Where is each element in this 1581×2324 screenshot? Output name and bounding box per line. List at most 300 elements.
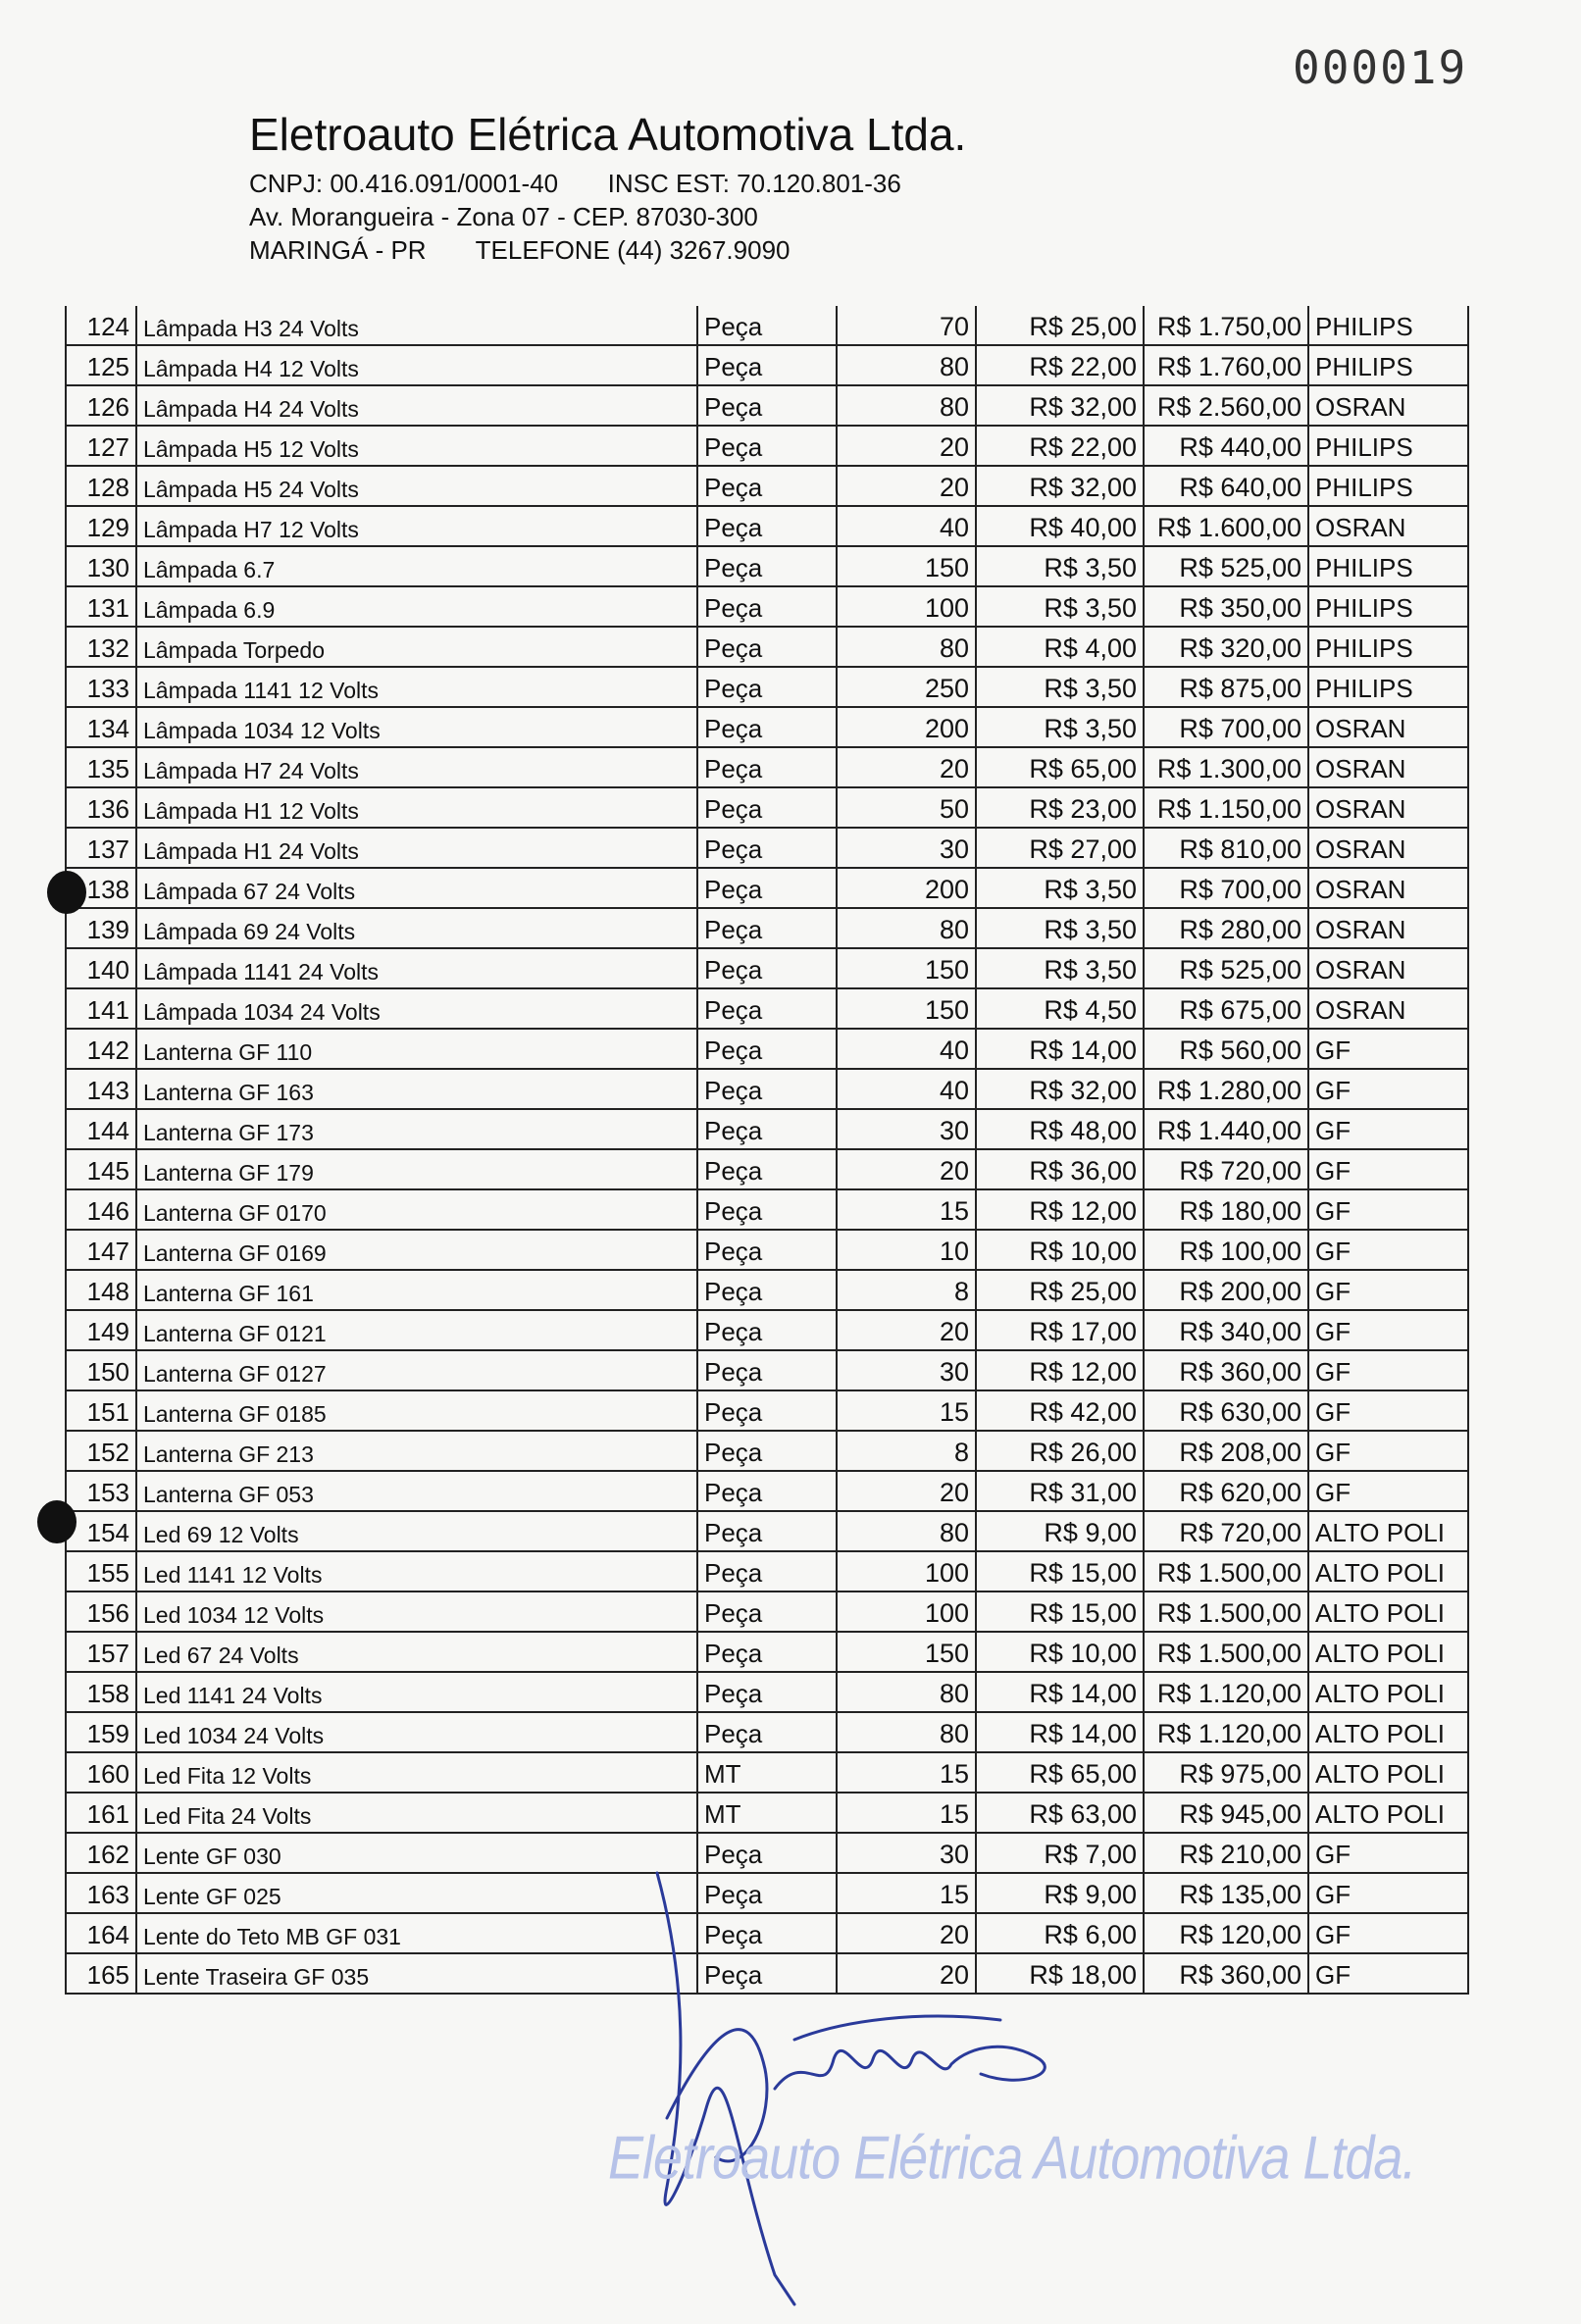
item-brand: PHILIPS (1308, 546, 1468, 586)
item-total: R$ 1.600,00 (1144, 506, 1308, 546)
item-description: Lâmpada H1 12 Volts (136, 787, 697, 828)
item-description: Lâmpada H1 24 Volts (136, 828, 697, 868)
item-number: 148 (66, 1270, 136, 1310)
item-unit-price: R$ 3,50 (976, 667, 1144, 707)
item-description: Lanterna GF 053 (136, 1471, 697, 1511)
item-total: R$ 1.760,00 (1144, 345, 1308, 385)
item-description: Lâmpada 69 24 Volts (136, 908, 697, 948)
item-brand: GF (1308, 1471, 1468, 1511)
table-row (66, 306, 1468, 345)
item-unit-price: R$ 12,00 (976, 1189, 1144, 1230)
item-description: Lâmpada 67 24 Volts (136, 868, 697, 908)
item-brand: ALTO POLI (1308, 1591, 1468, 1632)
item-quantity: 15 (837, 1390, 976, 1431)
table-row (66, 345, 1468, 385)
item-number: 144 (66, 1109, 136, 1149)
item-brand: GF (1308, 1149, 1468, 1189)
item-brand: ALTO POLI (1308, 1551, 1468, 1591)
item-unit: Peça (697, 828, 837, 868)
item-unit-price: R$ 3,50 (976, 908, 1144, 948)
item-unit: Peça (697, 1310, 837, 1350)
items-table-body (66, 306, 1468, 1994)
item-unit-price: R$ 26,00 (976, 1431, 1144, 1471)
item-unit: Peça (697, 1069, 837, 1109)
item-unit: Peça (697, 1431, 837, 1471)
item-unit-price: R$ 22,00 (976, 345, 1144, 385)
item-description: Lanterna GF 173 (136, 1109, 697, 1149)
item-number: 129 (66, 506, 136, 546)
item-quantity: 30 (837, 1833, 976, 1873)
item-description: Lanterna GF 110 (136, 1029, 697, 1069)
item-total: R$ 200,00 (1144, 1270, 1308, 1310)
item-total: R$ 720,00 (1144, 1511, 1308, 1551)
item-brand: PHILIPS (1308, 627, 1468, 667)
item-brand: GF (1308, 1390, 1468, 1431)
item-brand: GF (1308, 1270, 1468, 1310)
item-unit-price: R$ 10,00 (976, 1230, 1144, 1270)
item-unit: Peça (697, 948, 837, 988)
item-brand: GF (1308, 1310, 1468, 1350)
item-description: Lâmpada H5 24 Volts (136, 466, 697, 506)
item-quantity: 20 (837, 1913, 976, 1953)
table-row (66, 385, 1468, 426)
item-total: R$ 280,00 (1144, 908, 1308, 948)
punch-hole (47, 871, 86, 914)
table-row (66, 1310, 1468, 1350)
item-number: 141 (66, 988, 136, 1029)
table-row (66, 1672, 1468, 1712)
item-description: Led 1141 24 Volts (136, 1672, 697, 1712)
item-total: R$ 1.500,00 (1144, 1551, 1308, 1591)
table-row (66, 988, 1468, 1029)
item-unit: Peça (697, 1270, 837, 1310)
item-total: R$ 1.120,00 (1144, 1672, 1308, 1712)
item-unit-price: R$ 3,50 (976, 707, 1144, 747)
item-total: R$ 1.500,00 (1144, 1591, 1308, 1632)
item-total: R$ 700,00 (1144, 868, 1308, 908)
item-quantity: 150 (837, 546, 976, 586)
item-quantity: 80 (837, 1511, 976, 1551)
item-description: Lanterna GF 0127 (136, 1350, 697, 1390)
items-table (65, 306, 1469, 1995)
item-unit: Peça (697, 1109, 837, 1149)
item-brand: OSRAN (1308, 828, 1468, 868)
item-description: Lâmpada H7 12 Volts (136, 506, 697, 546)
item-unit-price: R$ 3,50 (976, 868, 1144, 908)
item-unit: Peça (697, 1551, 837, 1591)
item-brand: GF (1308, 1189, 1468, 1230)
table-row (66, 1029, 1468, 1069)
item-unit-price: R$ 3,50 (976, 546, 1144, 586)
table-row (66, 747, 1468, 787)
item-unit-price: R$ 9,00 (976, 1873, 1144, 1913)
table-row (66, 787, 1468, 828)
item-brand: GF (1308, 1913, 1468, 1953)
table-row (66, 1270, 1468, 1310)
item-unit: Peça (697, 1913, 837, 1953)
item-description: Led 69 12 Volts (136, 1511, 697, 1551)
item-unit: Peça (697, 707, 837, 747)
item-quantity: 20 (837, 1471, 976, 1511)
item-quantity: 70 (837, 306, 976, 345)
item-number: 150 (66, 1350, 136, 1390)
item-unit-price: R$ 10,00 (976, 1632, 1144, 1672)
item-unit-price: R$ 4,00 (976, 627, 1144, 667)
item-quantity: 8 (837, 1431, 976, 1471)
item-unit: Peça (697, 1833, 837, 1873)
table-row (66, 1230, 1468, 1270)
item-unit: Peça (697, 1712, 837, 1752)
table-row (66, 1511, 1468, 1551)
item-brand: GF (1308, 1029, 1468, 1069)
item-description: Led 1034 12 Volts (136, 1591, 697, 1632)
item-unit: Peça (697, 1471, 837, 1511)
company-name: Eletroauto Elétrica Automotiva Ltda. (249, 109, 967, 160)
item-total: R$ 100,00 (1144, 1230, 1308, 1270)
table-row (66, 1591, 1468, 1632)
item-brand: GF (1308, 1953, 1468, 1994)
item-unit: Peça (697, 627, 837, 667)
item-description: Lâmpada H4 12 Volts (136, 345, 697, 385)
item-quantity: 80 (837, 1712, 976, 1752)
item-number: 159 (66, 1712, 136, 1752)
item-description: Lâmpada Torpedo (136, 627, 697, 667)
table-row (66, 1632, 1468, 1672)
item-number: 135 (66, 747, 136, 787)
item-brand: OSRAN (1308, 868, 1468, 908)
item-unit-price: R$ 65,00 (976, 1752, 1144, 1793)
item-brand: OSRAN (1308, 787, 1468, 828)
handwritten-signature (628, 1863, 1138, 2314)
item-unit: Peça (697, 385, 837, 426)
item-total: R$ 1.500,00 (1144, 1632, 1308, 1672)
table-row (66, 908, 1468, 948)
item-number: 139 (66, 908, 136, 948)
item-total: R$ 320,00 (1144, 627, 1308, 667)
table-row (66, 948, 1468, 988)
item-quantity: 15 (837, 1873, 976, 1913)
item-brand: PHILIPS (1308, 306, 1468, 345)
item-number: 151 (66, 1390, 136, 1431)
item-unit: Peça (697, 1672, 837, 1712)
page-number: 000019 (1293, 41, 1468, 94)
item-total: R$ 1.300,00 (1144, 747, 1308, 787)
item-unit-price: R$ 40,00 (976, 506, 1144, 546)
item-unit: Peça (697, 1873, 837, 1913)
item-number: 155 (66, 1551, 136, 1591)
item-unit-price: R$ 14,00 (976, 1712, 1144, 1752)
item-unit: Peça (697, 1230, 837, 1270)
item-unit-price: R$ 9,00 (976, 1511, 1144, 1551)
item-total: R$ 875,00 (1144, 667, 1308, 707)
item-quantity: 80 (837, 385, 976, 426)
item-quantity: 10 (837, 1230, 976, 1270)
item-brand: GF (1308, 1230, 1468, 1270)
company-city-phone-line: MARINGÁ - PR TELEFONE (44) 3267.9090 (249, 235, 790, 265)
table-row (66, 1752, 1468, 1793)
item-quantity: 20 (837, 426, 976, 466)
item-quantity: 20 (837, 1149, 976, 1189)
item-number: 133 (66, 667, 136, 707)
table-row (66, 1551, 1468, 1591)
item-total: R$ 135,00 (1144, 1873, 1308, 1913)
table-row (66, 828, 1468, 868)
item-description: Led Fita 12 Volts (136, 1752, 697, 1793)
item-brand: OSRAN (1308, 948, 1468, 988)
item-brand: OSRAN (1308, 506, 1468, 546)
item-unit-price: R$ 3,50 (976, 948, 1144, 988)
item-unit: Peça (697, 667, 837, 707)
item-brand: ALTO POLI (1308, 1752, 1468, 1793)
item-unit-price: R$ 25,00 (976, 1270, 1144, 1310)
item-total: R$ 350,00 (1144, 586, 1308, 627)
item-unit-price: R$ 36,00 (976, 1149, 1144, 1189)
item-quantity: 20 (837, 1953, 976, 1994)
table-row (66, 1350, 1468, 1390)
item-brand: OSRAN (1308, 747, 1468, 787)
item-brand: PHILIPS (1308, 586, 1468, 627)
item-unit-price: R$ 14,00 (976, 1029, 1144, 1069)
item-description: Lente Traseira GF 035 (136, 1953, 697, 1994)
item-unit: Peça (697, 747, 837, 787)
item-quantity: 250 (837, 667, 976, 707)
table-row (66, 466, 1468, 506)
item-total: R$ 210,00 (1144, 1833, 1308, 1873)
item-brand: ALTO POLI (1308, 1511, 1468, 1551)
item-unit-price: R$ 42,00 (976, 1390, 1144, 1431)
item-total: R$ 1.150,00 (1144, 787, 1308, 828)
item-unit: Peça (697, 1350, 837, 1390)
table-row (66, 1712, 1468, 1752)
company-stamp: Eletroauto Elétrica Automotiva Ltda. (608, 2124, 1416, 2193)
table-row (66, 1149, 1468, 1189)
item-quantity: 30 (837, 828, 976, 868)
table-row (66, 506, 1468, 546)
item-quantity: 150 (837, 948, 976, 988)
item-description: Lâmpada 6.7 (136, 546, 697, 586)
item-description: Lanterna GF 161 (136, 1270, 697, 1310)
item-brand: PHILIPS (1308, 345, 1468, 385)
item-total: R$ 340,00 (1144, 1310, 1308, 1350)
item-total: R$ 360,00 (1144, 1350, 1308, 1390)
item-description: Lanterna GF 0185 (136, 1390, 697, 1431)
company-cnpj-line: CNPJ: 00.416.091/0001-40 INSC EST: 70.120.801-36 (249, 169, 901, 198)
item-quantity: 15 (837, 1793, 976, 1833)
item-number: 130 (66, 546, 136, 586)
item-unit: Peça (697, 546, 837, 586)
item-unit: Peça (697, 586, 837, 627)
item-brand: ALTO POLI (1308, 1712, 1468, 1752)
item-quantity: 200 (837, 707, 976, 747)
item-number: 131 (66, 586, 136, 627)
item-number: 158 (66, 1672, 136, 1712)
item-number: 161 (66, 1793, 136, 1833)
item-number: 165 (66, 1953, 136, 1994)
table-row (66, 1189, 1468, 1230)
item-total: R$ 1.440,00 (1144, 1109, 1308, 1149)
item-unit-price: R$ 27,00 (976, 828, 1144, 868)
item-quantity: 80 (837, 345, 976, 385)
item-quantity: 40 (837, 1069, 976, 1109)
item-unit: MT (697, 1793, 837, 1833)
table-row (66, 707, 1468, 747)
item-unit-price: R$ 31,00 (976, 1471, 1144, 1511)
item-unit: Peça (697, 1390, 837, 1431)
item-unit-price: R$ 22,00 (976, 426, 1144, 466)
item-description: Lâmpada H4 24 Volts (136, 385, 697, 426)
table-row (66, 1109, 1468, 1149)
item-total: R$ 720,00 (1144, 1149, 1308, 1189)
item-number: 154 (66, 1511, 136, 1551)
table-row (66, 1069, 1468, 1109)
item-total: R$ 975,00 (1144, 1752, 1308, 1793)
item-quantity: 20 (837, 1310, 976, 1350)
item-number: 137 (66, 828, 136, 868)
item-brand: GF (1308, 1833, 1468, 1873)
item-number: 164 (66, 1913, 136, 1953)
item-total: R$ 810,00 (1144, 828, 1308, 868)
item-quantity: 80 (837, 908, 976, 948)
item-number: 149 (66, 1310, 136, 1350)
item-total: R$ 120,00 (1144, 1913, 1308, 1953)
item-unit-price: R$ 32,00 (976, 1069, 1144, 1109)
item-description: Lanterna GF 0170 (136, 1189, 697, 1230)
item-number: 156 (66, 1591, 136, 1632)
item-unit: Peça (697, 988, 837, 1029)
table-row (66, 546, 1468, 586)
item-number: 136 (66, 787, 136, 828)
item-number: 146 (66, 1189, 136, 1230)
item-unit: Peça (697, 868, 837, 908)
item-unit-price: R$ 17,00 (976, 1310, 1144, 1350)
item-number: 160 (66, 1752, 136, 1793)
item-description: Lâmpada 6.9 (136, 586, 697, 627)
item-description: Lanterna GF 163 (136, 1069, 697, 1109)
item-total: R$ 180,00 (1144, 1189, 1308, 1230)
item-unit: Peça (697, 1591, 837, 1632)
item-total: R$ 700,00 (1144, 707, 1308, 747)
item-quantity: 40 (837, 506, 976, 546)
item-unit: Peça (697, 1189, 837, 1230)
item-unit: Peça (697, 1511, 837, 1551)
item-quantity: 150 (837, 988, 976, 1029)
item-description: Led Fita 24 Volts (136, 1793, 697, 1833)
item-unit: Peça (697, 1029, 837, 1069)
item-unit-price: R$ 12,00 (976, 1350, 1144, 1390)
item-quantity: 150 (837, 1632, 976, 1672)
item-number: 128 (66, 466, 136, 506)
item-unit: Peça (697, 426, 837, 466)
item-quantity: 20 (837, 747, 976, 787)
item-total: R$ 630,00 (1144, 1390, 1308, 1431)
item-brand: OSRAN (1308, 385, 1468, 426)
item-unit-price: R$ 48,00 (976, 1109, 1144, 1149)
item-description: Led 1141 12 Volts (136, 1551, 697, 1591)
item-description: Lanterna GF 0121 (136, 1310, 697, 1350)
punch-hole (37, 1500, 76, 1543)
item-unit: Peça (697, 1953, 837, 1994)
item-description: Lâmpada H5 12 Volts (136, 426, 697, 466)
item-brand: ALTO POLI (1308, 1793, 1468, 1833)
item-number: 147 (66, 1230, 136, 1270)
item-unit: Peça (697, 908, 837, 948)
item-total: R$ 1.750,00 (1144, 306, 1308, 345)
item-number: 132 (66, 627, 136, 667)
item-number: 163 (66, 1873, 136, 1913)
item-number: 152 (66, 1431, 136, 1471)
item-unit-price: R$ 32,00 (976, 466, 1144, 506)
company-address-line: Av. Morangueira - Zona 07 - CEP. 87030-300 (249, 202, 758, 231)
item-total: R$ 2.560,00 (1144, 385, 1308, 426)
item-unit: Peça (697, 345, 837, 385)
item-total: R$ 1.120,00 (1144, 1712, 1308, 1752)
item-number: 124 (66, 306, 136, 345)
item-unit-price: R$ 25,00 (976, 306, 1144, 345)
item-description: Lente do Teto MB GF 031 (136, 1913, 697, 1953)
item-quantity: 30 (837, 1350, 976, 1390)
item-total: R$ 360,00 (1144, 1953, 1308, 1994)
item-brand: GF (1308, 1069, 1468, 1109)
item-unit-price: R$ 14,00 (976, 1672, 1144, 1712)
item-total: R$ 640,00 (1144, 466, 1308, 506)
item-unit: Peça (697, 506, 837, 546)
item-unit-price: R$ 4,50 (976, 988, 1144, 1029)
item-description: Lâmpada H3 24 Volts (136, 306, 697, 345)
item-quantity: 200 (837, 868, 976, 908)
item-total: R$ 675,00 (1144, 988, 1308, 1029)
item-description: Lanterna GF 179 (136, 1149, 697, 1189)
item-unit: MT (697, 1752, 837, 1793)
item-brand: GF (1308, 1109, 1468, 1149)
item-description: Lente GF 025 (136, 1873, 697, 1913)
item-total: R$ 620,00 (1144, 1471, 1308, 1511)
item-unit-price: R$ 63,00 (976, 1793, 1144, 1833)
item-unit-price: R$ 15,00 (976, 1591, 1144, 1632)
item-quantity: 15 (837, 1189, 976, 1230)
item-brand: ALTO POLI (1308, 1632, 1468, 1672)
item-brand: GF (1308, 1350, 1468, 1390)
item-quantity: 40 (837, 1029, 976, 1069)
item-unit: Peça (697, 1149, 837, 1189)
item-unit: Peça (697, 1632, 837, 1672)
item-unit-price: R$ 23,00 (976, 787, 1144, 828)
table-row (66, 627, 1468, 667)
item-brand: PHILIPS (1308, 426, 1468, 466)
item-number: 142 (66, 1029, 136, 1069)
item-number: 162 (66, 1833, 136, 1873)
item-number: 125 (66, 345, 136, 385)
item-quantity: 80 (837, 1672, 976, 1712)
item-brand: PHILIPS (1308, 667, 1468, 707)
table-row (66, 426, 1468, 466)
item-number: 145 (66, 1149, 136, 1189)
item-total: R$ 560,00 (1144, 1029, 1308, 1069)
item-number: 134 (66, 707, 136, 747)
item-unit-price: R$ 7,00 (976, 1833, 1144, 1873)
item-number: 127 (66, 426, 136, 466)
item-quantity: 100 (837, 586, 976, 627)
item-unit-price: R$ 65,00 (976, 747, 1144, 787)
item-quantity: 8 (837, 1270, 976, 1310)
item-brand: GF (1308, 1431, 1468, 1471)
table-row (66, 1793, 1468, 1833)
table-row (66, 1431, 1468, 1471)
item-unit: Peça (697, 787, 837, 828)
item-unit-price: R$ 15,00 (976, 1551, 1144, 1591)
item-quantity: 100 (837, 1591, 976, 1632)
item-total: R$ 440,00 (1144, 426, 1308, 466)
item-quantity: 100 (837, 1551, 976, 1591)
